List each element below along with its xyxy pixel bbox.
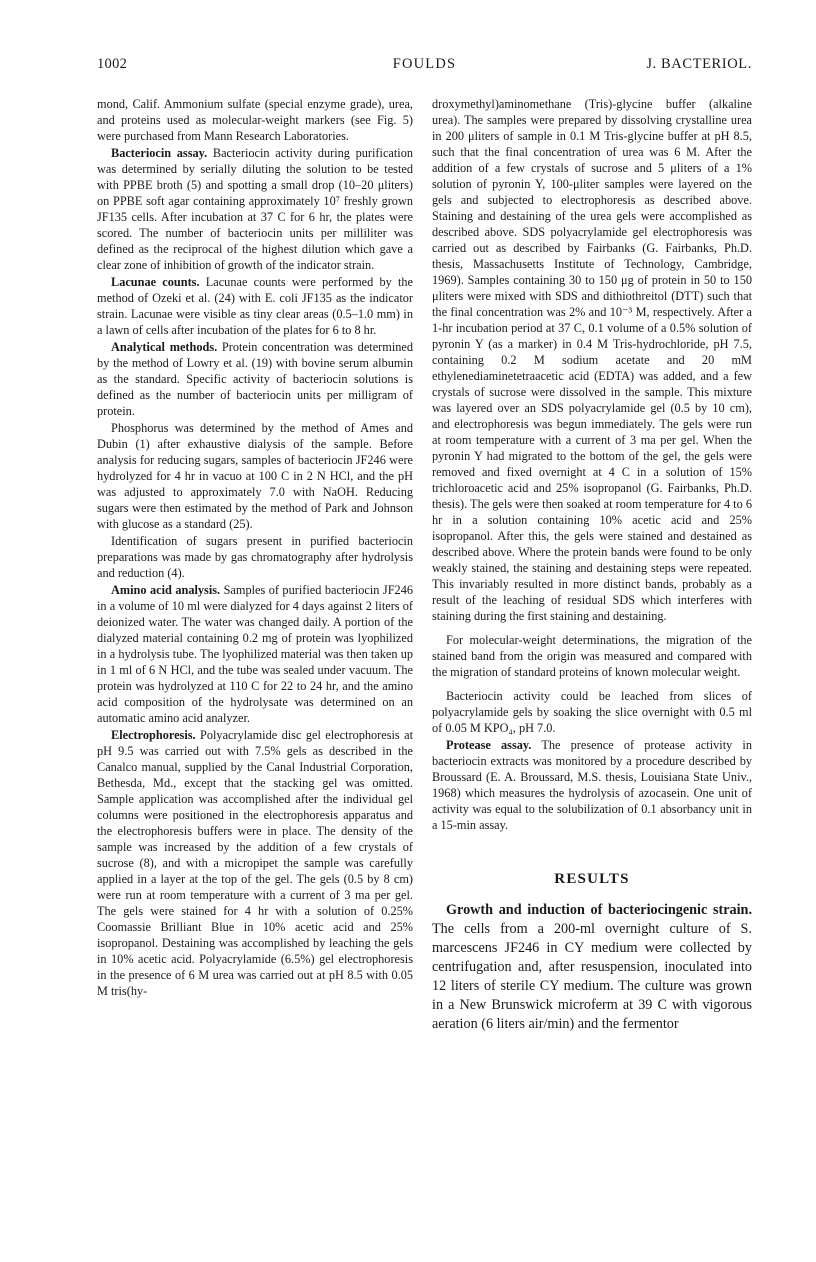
paragraph-phosphorus: Phosphorus was determined by the method of Ames and Dubin (1) after exhaustive dialysis of the sample. Before analysis for reducing sugars, samples of bacteriocin JF246 were hydrolyzed for 4 hr in vacuo at 100 C in 2 N HCl, and the pH was adjusted to approximately 7.0 with NaOH. Reducing sugars were then estimated by the method of Park and Johnson with glucose as a standard (25). bbox=[97, 421, 413, 531]
paragraph-sugar-identification: Identification of sugars present in purified bacteriocin preparations was made by gas chromatography after hydrolysis and reduction (4). bbox=[97, 534, 413, 580]
results-body bbox=[432, 901, 752, 1034]
journal-name: J. BACTERIOL. bbox=[646, 56, 752, 72]
heading-bacteriocin-assay: Bacteriocin assay. bbox=[111, 146, 208, 160]
paragraph-electrophoresis-continued: droxymethyl)aminomethane (Tris)-glycine buffer (alkaline urea). The samples were prepared by dissolving crystalline urea in 200 μliters of sample in 0.1 M Tris-glycine buffer at pH 8.5, such that the final concentration of urea was 6 M. After the addition of a few crystals of sucrose and 5 μliters of a 1% solution of pyronin Y, 100-μliter samples were layered on the gels and subjected to electrophoresis as described above. Staining and destaining of the urea gels were accomplished as described above. SDS polyacrylamide gel electrophoresis was carried out as described by Fairbanks (G. Fairbanks, Ph.D. thesis, Massachusetts Institute of Technology, Cambridge, 1969). Samples containing 30 to 150 μg of protein in 50 to 150 μliters were mixed with SDS and dithiothreitol (DTT) such that the final concentration was 2% and 10⁻³ M, respectively. After a 1-hr incubation period at 37 C, 0.1 volume of a 0.5% solution of pyronin Y (as a marker) in 0.4 M Tris-hydrochloride, pH 7.5, containing 0.2 M sodium acetate and 20 mM ethylenediaminetetraacetic acid (EDTA) was added, and a few crystals of sucrose were dissolved in the sample. This mixture was layered over an SDS polyacrylamide gel (0.5 by 10 cm), and electrophoresis was begun immediately. The gels were run at room temperature with a current of 3 ma per gel. When the pyronin Y had migrated to the bottom of the gel, the gels were removed and fixed overnight at 4 C in a solution of 15% trichloroacetic acid and 25% isopropanol (G. Fairbanks, Ph.D. thesis). The gels were then soaked at room temperature for 4 to 6 hr in a solution containing 10% acetic acid and 25% isopropanol. After this, the gels were stained and destained as described above. Where the protein bands were found to be only weakly stained, the staining and destaining steps were repeated. This invariably resulted in more distinct bands, probably as a result of the leaching of residual SDS which interferes with staining during the first staining and destaining. bbox=[432, 97, 752, 623]
heading-protease-assay: Protease assay. bbox=[446, 738, 532, 752]
heading-lacunae-counts: Lacunae counts. bbox=[111, 275, 200, 289]
left-column bbox=[97, 96, 413, 999]
paragraph-growth-induction: Growth and induction of bacteriocingenic strain. The cells from a 200-ml overnight culture of S. marcescens JF246 in CY medium were collected by centrifugation and, after resuspension, inoculated into 12 liters of sterile CY medium. The culture was grown in a New Brunswick microferm at 39 C with vigorous aeration (6 liters air/min) and the fermentor bbox=[432, 902, 752, 1032]
heading-electrophoresis: Electrophoresis. bbox=[111, 728, 196, 742]
running-author: FOULDS bbox=[392, 56, 457, 72]
section-heading-results: RESULTS bbox=[554, 871, 630, 887]
paragraph-electrophoresis: Electrophoresis. Polyacrylamide disc gel electrophoresis at pH 9.5 was carried out with 7.5% gels as described in the Canalco manual, supplied by the Canal Industrial Corporation, Bethesda, Md., except that the stacking gel was omitted. Sample application was accomplished after the individual gel columns were positioned in the electrophoresis apparatus and the electrophoresis buffers were in place. The density of the sample was increased by the addition of a few crystals of sucrose (8), and with a micropipet the sample was carefully applied in a layer at the top of the gel. The gels (0.5 by 8 cm) were run at room temperature with a current of 3 ma per gel. The gels were stained for 4 hr with a solution of 0.25% Coomassie Brilliant Blue in 10% acetic acid and 25% isopropanol. Destaining was accomplished by leaching the gels in 10% acetic acid. Polyacrylamide (6.5%) gel electrophoresis in the presence of 6 M urea was carried out at pH 8.5 with 0.05 M tris(hy- bbox=[97, 728, 413, 998]
paragraph-molecular-weight: For molecular-weight determinations, the migration of the stained band from the origin was measured and compared with the migration of standard proteins of known molecular weight. bbox=[432, 633, 752, 679]
right-column bbox=[432, 96, 752, 1034]
paragraph-materials-continued: mond, Calif. Ammonium sulfate (special enzyme grade), urea, and proteins used as molecular-weight markers (see Fig. 5) were purchased from Mann Research Laboratories. bbox=[97, 97, 413, 143]
paragraph-lacunae-counts: Lacunae counts. Lacunae counts were performed by the method of Ozeki et al. (24) with E. coli JF135 as the indicator strain. Lacunae were visible as tiny clear areas (0.5–1.0 mm) in a lawn of cells after incubation of the plates for 6 to 8 hr. bbox=[97, 275, 413, 337]
paragraph-amino-acid-analysis: Amino acid analysis. Samples of purified bacteriocin JF246 in a volume of 10 ml were dialyzed for 4 days against 2 liters of deionized water. The water was changed daily. A portion of the dialyzed material containing 0.2 mg of protein was lyophilized in a hydrolysis tube. The lyophilized material was then taken up in 1 ml of 6 N HCl, and the tube was sealed under vacuum. The protein was hydrolyzed at 110 C for 22 to 24 hr, and the amino acid composition of the hydrolysate was determined on an automatic amino acid analyzer. bbox=[97, 583, 413, 725]
page-number: 1002 bbox=[97, 56, 128, 72]
heading-growth-induction: Growth and induction of bacteriocingenic strain. bbox=[446, 902, 752, 918]
paragraph-analytical-methods: Analytical methods. Protein concentration was determined by the method of Lowry et al. (19) with bovine serum albumin as the standard. Specific activity of bacteriocin solutions is defined as the number of bacteriocin units per milligram of protein. bbox=[97, 340, 413, 418]
heading-analytical-methods: Analytical methods. bbox=[111, 340, 218, 354]
page-header bbox=[97, 56, 752, 78]
paragraph-protease-assay: Protease assay. The presence of protease activity in bacteriocin extracts was monitored by a procedure described by Broussard (E. A. Broussard, M.S. thesis, Louisiana State Univ., 1968) which measures the hydrolysis of azocasein. One unit of activity was equal to the solubilization of 0.1 absorbancy unit in a 15-min assay. bbox=[432, 738, 752, 832]
paragraph-gel-leaching: Bacteriocin activity could be leached from slices of polyacrylamide gels by soaking the slice overnight with 0.5 ml of 0.05 M KPO₄, pH 7.0. bbox=[432, 689, 752, 735]
paragraph-bacteriocin-assay: Bacteriocin assay. Bacteriocin activity during purification was determined by serially diluting the solution to be tested with PPBE broth (5) and spotting a small drop (10–20 μliters) on PPBE soft agar containing approximately 10⁷ freshly grown JF135 cells. After incubation at 37 C for 6 hr, the plates were scored. The number of bacteriocin units per milliliter was defined as the reciprocal of the highest dilution which gave a clear zone of inhibition of growth of the indicator strain. bbox=[97, 146, 413, 272]
heading-amino-acid-analysis: Amino acid analysis. bbox=[111, 583, 221, 597]
